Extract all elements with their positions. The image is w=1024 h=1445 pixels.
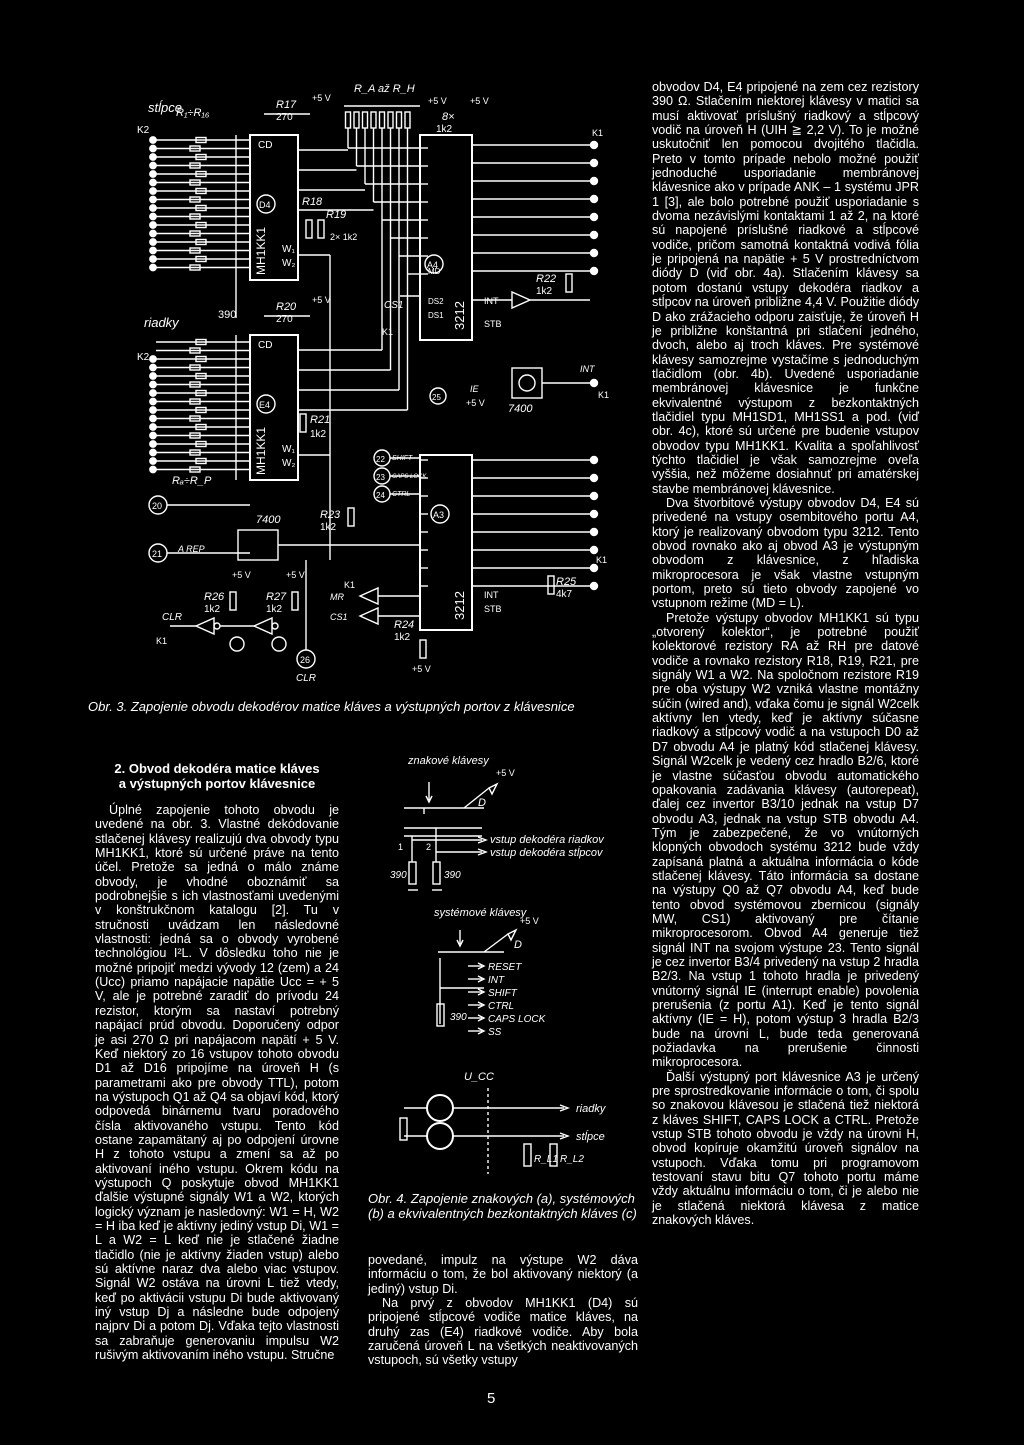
output-connector [591, 142, 598, 149]
label-ds1-a4: DS1 [428, 311, 444, 320]
label-r24-value: 1k2 [394, 632, 411, 643]
fig4-ucc: U_CC [464, 1071, 494, 1083]
label-w1-d4: W₁ [282, 244, 295, 255]
fig4-znakove-text: znakové klávesy [408, 755, 489, 767]
output-connector [591, 250, 598, 257]
chip-a3-label: A3 [433, 510, 445, 520]
label-stlpce: stĺpce [148, 100, 182, 115]
node-24: 24 [376, 491, 385, 500]
column-connector [150, 171, 156, 177]
fig4-d-a: D [478, 797, 486, 809]
fig4-systemove-text: systémové klávesy [434, 907, 527, 919]
label-int-a4: INT [484, 296, 499, 306]
fig4-390-c: 390 [450, 1012, 467, 1023]
column-2-text2: Na prvý z obvodov MH1KK1 (D4) sú pripojené stĺpcové vodiče matice kláves, na druhý zas (E4) riadkové vodiče. Aby bola zaručená úroveň L na všetkých neaktivovaných vstupoch, sú všetky vstupy [368, 1296, 638, 1368]
output-connector [591, 511, 598, 518]
inverter [512, 292, 530, 308]
label-r17: R17 [276, 99, 297, 111]
label-r26-value: 1k2 [204, 604, 221, 615]
sys-key-label: INT [488, 975, 505, 986]
label-k1-a4: K1 [382, 327, 394, 337]
column-1-text: Úplné zapojenie tohoto obvodu je uvedené na obr. 3. Vlastné dekódovanie stlačenej klávesy realizujú dva obvody typu MH1KK1, ktoré sú určené práve na tento účel. Pretože sa jedná o málo známe obvody, je vhodné oboznámiť sa podrobnejšie s ich vlastnosťami uvedenými v konštrukčnom katalogu [2]. Tu v stručnosti uvádzam len následovné vlastnosti: jedná sa o obvody vyrobené technológiou I²L. V dôsledku toho nie je možné pripojiť medzi vývody 12 (zem) a 24 (Ucc) priamo napájacie napätie Ucc = + 5 V, ale je potrebné zaradiť do prívodu 24 rezistor, ktorým sa nastaví potrebný napájací prúd obvodu. Doporučený odpor je asi 270 Ω pri napájacom napätí + 5 V. Keď niektorý zo 16 vstupov tohoto obvodu D1 až D16 pripojíme na úroveň H (s parametrami ako pre obvody TTL), potom na výstupoch Q1 až Q4 sa objaví kód, ktorý odpovedá binárnemu tvaru poradového čísla aktivovaného vstupu. Tento kód ostane zapamätaný aj po odpojení úrovne H z tohoto vstupu a zmení sa až po aktivovaní iného vstupu. Okrem kódu na výstupoch Q poskytuje obvod MH1KK1 ďalšie výstupné signály W1 a W2, ktorých logický význam je nasledovný: W1 = H, W2 = H iba keď je aktívny jediný vstup Di, W1 = L a W2 = L keď nie je stlačené žiadne tlačidlo (nie je aktívny žiaden vstup) alebo sú aktívne naraz dva alebo viac vstupov. Signál W2 ostáva na úrovni L tiež vtedy, keď po aktivácii vstupu Di bude aktivovaný iný vstup Dj a následne bude odpojený najprv Di a potom Dj. Vďaka tejto vlastnosti sa zabraňuje generovaniu impulsu W2 rušivým aktivovaním iného vstupu. Stručne [95, 803, 339, 1363]
output-connector [591, 547, 598, 554]
output-connector [591, 268, 598, 275]
section-heading-line1: 2. Obvod dekodéra matice kláves [114, 761, 320, 776]
column-connector [150, 264, 156, 270]
label-ctrl: CTRL [392, 491, 411, 498]
column-connector [150, 239, 156, 245]
label-r25-value: 4k7 [556, 589, 573, 600]
figure-4-schematic [364, 744, 644, 1184]
node-23: 23 [376, 473, 385, 482]
row-connector [150, 415, 156, 421]
label-r19-value: 2× 1k2 [330, 232, 358, 242]
label-r21: R21 [310, 414, 331, 426]
chip-d4-type: MH1KK1 [254, 226, 268, 275]
label-stb-a4: STB [484, 319, 502, 329]
row-connector [150, 364, 156, 370]
bank-resistor [388, 112, 393, 128]
fig4-system-keys-list [468, 962, 547, 1038]
bank-resistor [380, 112, 385, 128]
label-ra-rp: Rₐ÷R_P [172, 475, 212, 487]
output-connector [591, 493, 598, 500]
fig4-5v-a: +5 V [496, 768, 515, 778]
label-w1-e4: W₁ [282, 444, 295, 455]
label-r22-value: 1k2 [536, 286, 553, 297]
label-k1-mr: K1 [344, 580, 356, 590]
label-r20-value: 270 [276, 314, 293, 325]
fig4-5v-b: +5 V [520, 916, 539, 926]
row-connector [150, 441, 156, 447]
fig4-stlpce: stĺpce [576, 1131, 605, 1143]
label-riadky: riadky [144, 315, 179, 330]
label-cs-bottom: CS1 [330, 612, 348, 622]
sys-key-label: SHIFT [488, 988, 517, 999]
column-connector [150, 145, 156, 151]
chip-a4-data-pins [420, 148, 428, 274]
figure-3-schematic [0, 0, 640, 690]
label-r23-value: 1k2 [320, 522, 337, 533]
label-w2-e4: W₂ [282, 458, 296, 469]
output-connector [591, 232, 598, 239]
section-heading [95, 761, 339, 791]
label-r18: R18 [302, 196, 323, 208]
node-26: 26 [300, 655, 311, 665]
label-5v-bank: +5 V [428, 96, 447, 106]
chip-a3-type: 3212 [452, 591, 467, 620]
label-8x: 8× [442, 111, 455, 123]
row-connector [150, 466, 156, 472]
label-5v-d4: +5 V [312, 93, 331, 103]
bank-resistor [346, 112, 351, 128]
output-connector [591, 529, 598, 536]
row-connector [150, 373, 156, 379]
fig4-d-b: D [514, 939, 522, 951]
sys-key-label: RESET [488, 962, 522, 973]
label-r26: R26 [204, 591, 225, 603]
sys-key-label: CAPS LOCK [488, 1014, 546, 1025]
bank-resistor [363, 112, 368, 128]
column-3-p3: Pretože výstupy obvodov MH1KK1 sú typu „otvorený kolektor“, je potrebné použiť kolektorové rezistory RA až RH pre datové vodiče a rovnako rezistory R18, R19, R21, pre signály W1 a W2. Na spoločnom rezistore R19 pre oba výstupy W2 vzniká vlastne montážny súčin (wired and), vďaka čomu je signál W2celk aktívny len vtedy, keď je aktívny súčasne riadkový a stĺpcový vodič a na vstupoch D0 až D7 obvodu A4 je platný kód stlačenej klávesy. Signál W2celk je vedený cez hradlo B2/6, ktoré je vlastne súčasťou obvodu automatického opakovania zadávania klávesy (autorepeat), ďalej cez invertor B3/10 jednak na vstup D7 obvodu A3, jednak na vstup STB obvodu A4. Tým je zabezpečené, že vo vnútorných klopných obvodoch systému 3212 bude vždy zapísaná platná a aktuálna informácia o kóde stlačenej klávesy. Táto informácia sa dostane na výstupy Q0 až Q7 obvodu A4, keď bude tento obvod systémovou zbernicou (signály MW, CS1) aktivovaný pre čítanie mikroprocesorom. Obvod A4 generuje tiež signál INT na svojom výstupe 23. Tento signál je cez invertor B3/4 privedený na vstup 2 hradla B2/3. Na vstup 1 tohoto hradla je privedený vnútorný signál IE (interrupt enable) povolenia prerušenia (z portu A1). Keď je tento signál aktívny (IE = H), potom výstup 3 hradla B2/3 bude na úrovni L, bude teda generovaná požiadavka na prerušenie činnosti mikroprocesora. [652, 610, 919, 1070]
label-md-a4: MD [428, 267, 441, 276]
row-connector [150, 458, 156, 464]
column-connector [150, 230, 156, 236]
column-input-lines [150, 135, 250, 318]
label-r19: R19 [326, 209, 347, 221]
output-connectors [472, 142, 598, 590]
fig4-znakove [407, 755, 490, 767]
label-ra-rh: R_A až R_H [354, 83, 415, 95]
column-3-p4: Ďalší výstupný port klávesnice A3 je určený pre sprostredkovanie informácie o tom, či spolu so znakovou klávesou je stlačená tiež niektorá z kláves SHIFT, CAPS LOCK a CTRL. Pretože vstup STB tohoto obvodu je vždy na úrovni H, obvod kopíruje okamžitú úroveň signálov na vstupoch. Vďaka tomu pri programovom testovaní stavu bitu Q7 tohoto portu máme vždy aktuálnu informáciu o tom, či je alebo nie je stlačená niektorá klávesa z matice znakových kláves. [652, 1069, 919, 1228]
row-connector [150, 449, 156, 455]
column-3-p1: obvodov D4, E4 pripojené na zem cez rezistory 390 Ω. Stlačením niektorej klávesy v matici sa musí aktivovať príslušný riadkový a stĺpcový vodič na úroveň H (UIH ≧ 2,2 V). To je možné uskutočniť len pomocou dvojitého tlačidla. Preto v tomto prípade nebolo možné použiť jednoduché usporiadanie membránovej klávesnice ako v prípade ANK – 1 systému JPR 1 [3], ale bolo potrebné použiť usporiadanie s dvoma nezávislými kontaktami 1 až 2, na ktoré sú napojené príslušné riadkové a stĺpcové vodiče, pričom samotná kontaktná vodivá fólia je pripojená na napätie + 5 V prostredníctvom diódy D (viď obr. 4a). Stlačením klávesy sa potom dostanú vstupy dekodéra riadkov a stĺpcov na úroveň približne 4,4 V. Použitie diódy D ako zrážacieho odporu zaisťuje, že úroveň H je približne konštantná pri stlačení jedného, dvoch, alebo aj troch kláves. Pre systémové klávesy samozrejme vystačíme s jednoduchým tlačidlom (obr. 4b). Uvedené usporiadanie membránovej klávesnice je funkčne ekvivalentné výstupom z bezkontaktných tlačidiel typu MH1SD1, MH1SS1 a pod. (viď obr. 4c), ktoré sú určené pre budenie vstupov obvodov typu MH1KK1. Kvalita a spoľahlivosť týchto tlačidiel je však samozrejme oveľa vyššia, než môžeme dosiahnuť pri amatérskej stavbe membránovej klávesnice. [652, 80, 919, 496]
fig4-systemove [434, 907, 528, 919]
label-r21-value: 1k2 [310, 429, 327, 440]
fig4-n1: 1 [398, 842, 404, 852]
sys-key-label: SS [488, 1027, 502, 1038]
label-r17-value: 270 [276, 112, 293, 123]
label-ds2-a4: DS2 [428, 297, 444, 306]
label-r27-value: 1k2 [266, 604, 283, 615]
row-connector [150, 398, 156, 404]
column-connector [150, 256, 156, 262]
label-mr: MR [330, 592, 344, 602]
row-connector [150, 424, 156, 430]
label-shift: SHIFT [392, 455, 413, 462]
chip-e4-cd: CD [258, 340, 273, 351]
fig4-n2: 2 [426, 842, 432, 852]
column-connector [150, 137, 156, 143]
label-int-out: INT [580, 364, 595, 374]
label-7400-a: 7400 [256, 514, 281, 526]
row-input-lines [150, 335, 250, 480]
label-int-a3: INT [484, 590, 499, 600]
label-clr-bottom: CLR [296, 673, 317, 684]
column-3 [652, 80, 919, 1228]
bank-resistor [405, 112, 410, 128]
fig4-390-b: 390 [444, 870, 461, 881]
label-r24: R24 [394, 619, 415, 631]
column-connector [150, 188, 156, 194]
column-connector [150, 196, 156, 202]
label-5v-r26: +5 V [232, 570, 251, 580]
label-5v-a4: +5 V [470, 96, 489, 106]
section-heading-line2: a výstupných portov klávesnice [118, 776, 316, 791]
label-k1-mid: K1 [598, 390, 610, 400]
column-2-text: povedané, impulz na výstupe W2 dáva informáciu o tom, že bol aktivovaný niektorý (a jediný) vstup Di. [368, 1253, 638, 1296]
label-r23: R23 [320, 509, 341, 521]
row-connector [150, 432, 156, 438]
output-connector [591, 160, 598, 167]
node-21: 21 [152, 549, 163, 559]
chip-a4-type: 3212 [452, 301, 467, 330]
fig4-vstup-riadkov: vstup dekodéra riadkov [490, 834, 604, 846]
label-1k2-bank: 1k2 [436, 124, 453, 135]
label-r22: R22 [536, 273, 557, 285]
label-clr-left: CLR [162, 612, 183, 623]
label-cs1: CS1 [384, 300, 404, 311]
column-connector [150, 154, 156, 160]
column-2 [368, 1253, 638, 1368]
label-arep: A REP [178, 544, 205, 554]
label-r25: R25 [556, 576, 577, 588]
output-connector [591, 475, 598, 482]
label-k1-bot: K1 [596, 555, 608, 565]
node-22: 22 [376, 455, 385, 464]
label-k1-left: K1 [156, 636, 168, 646]
output-connector [591, 457, 598, 464]
row-connector [150, 356, 156, 362]
column-connector [150, 213, 156, 219]
bank-resistor [397, 112, 402, 128]
output-connector [591, 380, 598, 387]
label-k1-top: K1 [592, 128, 604, 138]
label-r1-r16: R₁÷R₁₆ [176, 107, 210, 119]
label-capslock: CAPS LOCK [392, 474, 427, 480]
label-7400-b: 7400 [508, 403, 533, 415]
label-r390: 390 [218, 309, 237, 321]
row-connector [150, 407, 156, 413]
label-ie: IE [470, 384, 479, 394]
output-connector [591, 583, 598, 590]
label-w2-d4: W₂ [282, 258, 296, 269]
column-1 [95, 803, 339, 1362]
fig4-390-a: 390 [390, 870, 407, 881]
sys-key-label: CTRL [488, 1001, 515, 1012]
label-k2-top: K2 [137, 125, 150, 136]
row-connector [150, 381, 156, 387]
label-5v-e4: +5 V [312, 295, 331, 305]
column-connector [150, 179, 156, 185]
label-5v-r27: +5 V [286, 570, 305, 580]
label-r27: R27 [266, 591, 287, 603]
chip-d4-label: D4 [259, 200, 271, 210]
column-connector [150, 247, 156, 253]
label-k2-bottom: K2 [137, 352, 150, 363]
figure-3-caption: Obr. 3. Zapojenie obvodu dekodérov matice kláves a výstupných portov z klávesnice [88, 699, 575, 714]
column-connector [150, 222, 156, 228]
node-20: 20 [152, 501, 163, 511]
chip-e4-label: E4 [259, 400, 271, 410]
output-connector [591, 178, 598, 185]
bank-resistor [371, 112, 376, 128]
column-connector [150, 162, 156, 168]
chip-e4-type: MH1KK1 [254, 426, 268, 475]
column-connector [150, 205, 156, 211]
label-r20: R20 [276, 301, 297, 313]
output-connector [591, 565, 598, 572]
bank-resistor [354, 112, 359, 128]
output-connector [591, 214, 598, 221]
output-connector [591, 196, 598, 203]
chip-a4-label: A4 [427, 260, 439, 270]
label-5v-r24: +5 V [412, 664, 431, 674]
node-25: 25 [432, 393, 441, 402]
fig4-rl1: R_L1 [534, 1154, 558, 1165]
fig4-riadky: riadky [576, 1103, 606, 1115]
label-stb-a3: STB [484, 604, 502, 614]
fig4-vstup-stlpcov: vstup dekodéra stĺpcov [490, 847, 603, 859]
figure-4-caption: Obr. 4. Zapojenie znakových (a), systémových (b) a ekvivalentných bezkontaktných kláves (c) [368, 1191, 637, 1221]
chip-d4-cd: CD [258, 140, 273, 151]
page-number: 5 [487, 1390, 496, 1407]
row-connector [150, 390, 156, 396]
fig4-rl2: R_L2 [560, 1154, 584, 1165]
label-5v-a3: +5 V [466, 398, 485, 408]
column-3-p2: Dva štvorbitové výstupy obvodov D4, E4 sú privedené na vstupy osembitového portu A4, ktorý je realizovaný obvodom typu 3212. Tento obvod rovnako ako aj obvod A3 je výstupným obvodom z klávesnice, z hľadiska mikroprocesora je však vlastne vstupným portom, preto sú tieto obvody zapojené vo vstupnom režime (MD = L). [652, 495, 919, 611]
